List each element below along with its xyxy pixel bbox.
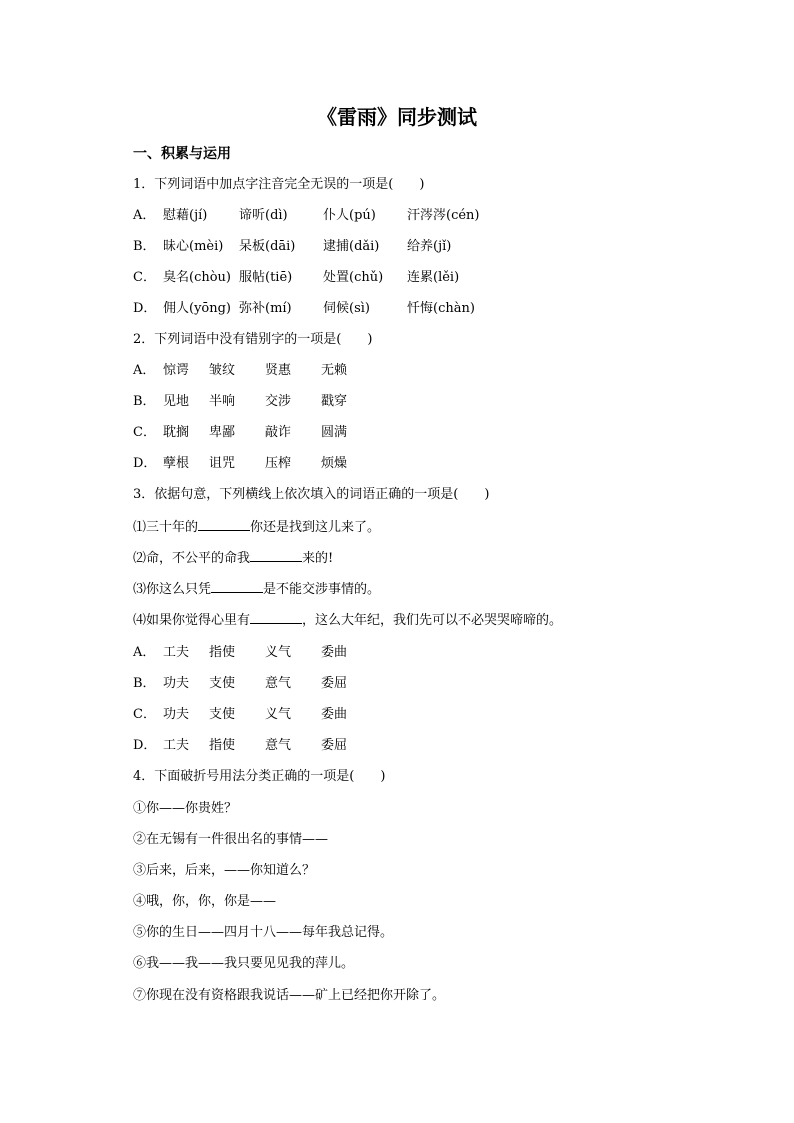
option-item: 工夫	[163, 645, 190, 660]
question-1-option-a	[133, 203, 480, 229]
question-4-line-7: ⑦你现在没有资格跟我说话——矿上已经把你开除了。	[133, 988, 446, 1003]
option-item: 皱纹	[209, 363, 236, 378]
option-item: 委曲	[321, 707, 348, 722]
option-item: 交涉	[265, 394, 292, 409]
question-4-line-4: ④哦，你，你，你是——	[133, 894, 277, 909]
option-item: 仆人(pú)	[323, 208, 376, 223]
option-item: 诅咒	[209, 456, 236, 471]
option-item: 佣人(yōng)	[163, 301, 232, 316]
option-item: 意气	[265, 738, 292, 753]
question-3-sentence-2	[133, 546, 333, 572]
question-4-line-5: ⑤你的生日——四月十八——每年我总记得。	[133, 925, 394, 940]
option-label: B．	[133, 676, 156, 691]
sentence-text: ⑶你这么只凭	[133, 582, 212, 597]
option-item: 义气	[265, 707, 292, 722]
question-3-option-c	[133, 702, 347, 728]
option-item: 谛听(dì)	[239, 208, 288, 223]
question-4-stem: 4．下面破折号用法分类正确的一项是( )	[133, 769, 386, 784]
option-label: D．	[133, 738, 157, 753]
section-heading: 一、积累与运用	[133, 146, 231, 162]
question-4-line-6: ⑥我——我——我只要见见我的萍儿。	[133, 956, 355, 971]
option-item: 连累(lěi)	[407, 270, 460, 285]
option-item: 委屈	[321, 676, 348, 691]
option-item: 处置(chǔ)	[323, 270, 384, 285]
option-item: 烦燥	[321, 456, 348, 471]
option-label: B．	[133, 239, 156, 254]
option-item: 指使	[209, 645, 236, 660]
sentence-text: 来的!	[302, 551, 334, 566]
option-item: 支使	[209, 676, 236, 691]
question-2-option-c	[133, 420, 347, 446]
option-item: 无赖	[321, 363, 348, 378]
question-3-option-d	[133, 733, 347, 759]
option-label: D．	[133, 456, 157, 471]
option-item: 昧心(mèi)	[163, 239, 224, 254]
option-label: D．	[133, 301, 157, 316]
option-item: 委曲	[321, 645, 348, 660]
option-label: A．	[133, 208, 156, 223]
question-3-sentence-3	[133, 577, 380, 603]
option-item: 工夫	[163, 738, 190, 753]
sentence-text: 是不能交涉事情的。	[263, 582, 381, 597]
question-3-sentence-4	[133, 608, 562, 634]
fill-blank	[250, 608, 302, 624]
option-item: 戳穿	[321, 394, 348, 409]
option-item: 汗涔涔(cén)	[407, 208, 480, 223]
question-4-line-3: ③后来，后来，——你知道么？	[133, 863, 316, 878]
question-4-line-2: ②在无锡有一件很出名的事情——	[133, 832, 329, 847]
fill-blank	[198, 515, 250, 531]
option-label: A．	[133, 363, 156, 378]
option-item: 惊谔	[163, 363, 190, 378]
option-item: 逮捕(dǎi)	[323, 239, 380, 254]
sentence-text: ⑷如果你觉得心里有	[133, 613, 251, 628]
option-item: 呆板(dāi)	[239, 239, 296, 254]
question-1-option-b	[133, 234, 451, 260]
question-2-option-b	[133, 389, 347, 415]
option-item: 卑鄙	[209, 425, 236, 440]
question-1-stem: 1．下列词语中加点字注音完全无误的一项是( )	[133, 177, 425, 192]
option-item: 臭名(chòu)	[163, 270, 231, 285]
option-label: A．	[133, 645, 156, 660]
option-item: 忏悔(chàn)	[407, 301, 475, 316]
question-3-option-b	[133, 671, 347, 697]
option-item: 孽根	[163, 456, 190, 471]
fill-blank	[211, 577, 263, 593]
option-item: 慰藉(jí)	[163, 208, 208, 223]
question-3-option-a	[133, 640, 347, 666]
option-item: 圆满	[321, 425, 348, 440]
sentence-text: ⑵命，不公平的命我	[133, 551, 251, 566]
question-2-stem: 2．下列词语中没有错别字的一项是( )	[133, 332, 373, 347]
option-label: B．	[133, 394, 156, 409]
option-item: 委屈	[321, 738, 348, 753]
sentence-text: ⑴三十年的	[133, 520, 199, 535]
option-item: 功夫	[163, 707, 190, 722]
option-label: C．	[133, 270, 156, 285]
page-title: 《雷雨》同步测试	[317, 105, 477, 129]
option-item: 见地	[163, 394, 190, 409]
option-item: 伺候(sì)	[323, 301, 370, 316]
option-item: 压榨	[265, 456, 292, 471]
fill-blank	[250, 546, 302, 562]
option-item: 耽搁	[163, 425, 190, 440]
option-label: C．	[133, 425, 156, 440]
option-item: 给养(jǐ)	[407, 239, 452, 254]
question-4-line-1: ①你——你贵姓？	[133, 801, 238, 816]
option-item: 功夫	[163, 676, 190, 691]
option-item: 意气	[265, 676, 292, 691]
sentence-text: 你还是找到这儿来了。	[250, 520, 381, 535]
option-item: 贤惠	[265, 363, 292, 378]
option-item: 服帖(tiē)	[239, 270, 293, 285]
question-3-stem: 3．依据句意，下列横线上依次填入的词语正确的一项是( )	[133, 487, 490, 502]
question-2-option-d	[133, 451, 347, 477]
option-item: 义气	[265, 645, 292, 660]
question-2-option-a	[133, 358, 347, 384]
option-item: 半响	[209, 394, 236, 409]
question-3-sentence-1	[133, 515, 380, 541]
question-1-option-d	[133, 296, 475, 322]
option-item: 弥补(mí)	[239, 301, 292, 316]
question-1-option-c	[133, 265, 459, 291]
option-label: C．	[133, 707, 156, 722]
sentence-text: ，这么大年纪，我们先可以不必哭哭啼啼的。	[302, 613, 563, 628]
option-item: 支使	[209, 707, 236, 722]
option-item: 敲诈	[265, 425, 292, 440]
option-item: 指使	[209, 738, 236, 753]
